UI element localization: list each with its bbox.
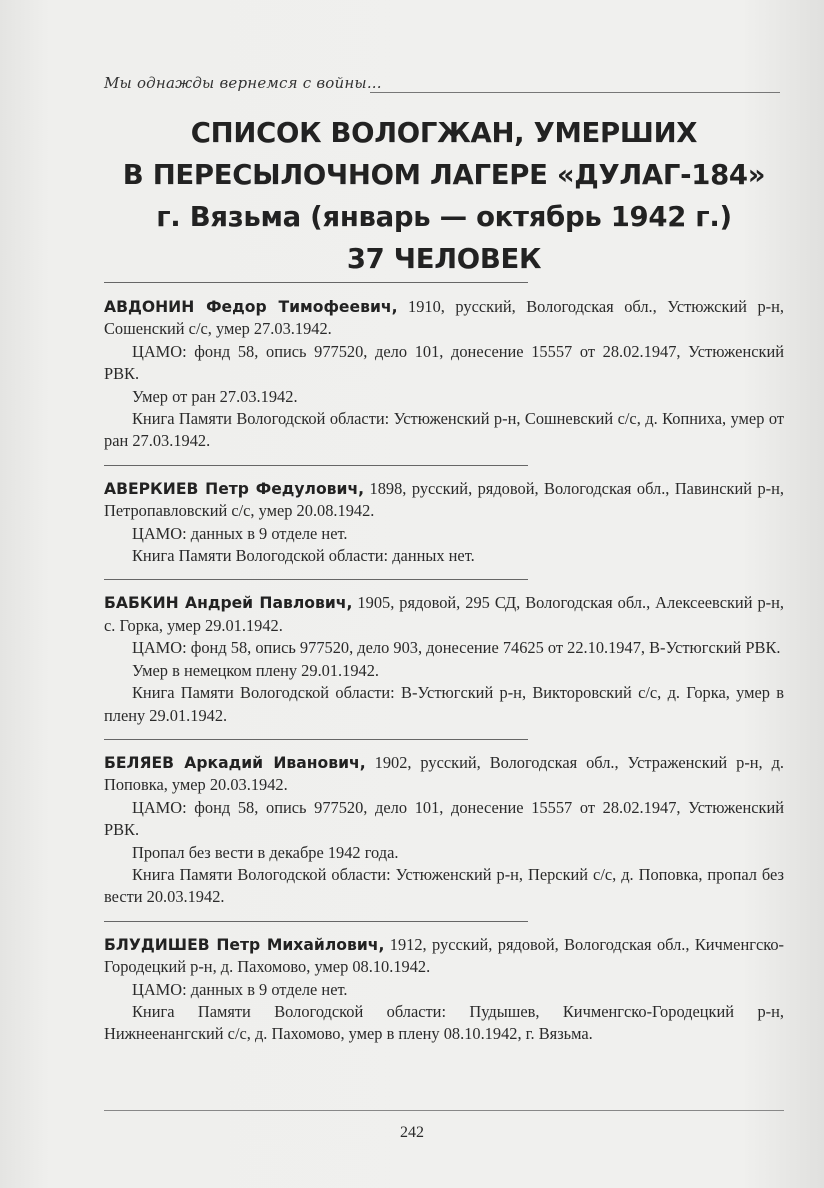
running-head: Мы однажды вернемся с войны... [104, 74, 382, 92]
person-info: 1905, рядовой, 295 СД, Вологодская обл., Алексеевский р-н, с. Горка, умер 29.01.1942. [104, 593, 784, 635]
entry-paragraph: ЦАМО: фонд 58, опись 977520, дело 101, донесение 15557 от 28.02.1947, Устюженский РВК. [104, 797, 784, 840]
entry-paragraph: ЦАМО: данных в 9 отделе нет. [132, 523, 348, 543]
entry-heading [104, 478, 784, 523]
entry-heading [104, 296, 784, 341]
entry [104, 478, 784, 568]
entry-paragraph: Книга Памяти Вологодской области: Устюженский р-н, Сошневский с/с, д. Копниха, умер от ран 27.03.1942. [104, 409, 784, 451]
header-rule [370, 92, 780, 93]
person-name: АВДОНИН Федор Тимофеевич, [104, 298, 398, 316]
entry-paragraph: Книга Памяти Вологодской области: В-Устюгский р-н, Викторовский с/с, д. Горка, умер в плену 29.01.1942. [104, 683, 784, 725]
title-rule [104, 282, 528, 283]
person-name: БАБКИН Андрей Павлович, [104, 594, 353, 613]
title-line: СПИСОК ВОЛОГЖАН, УМЕРШИХ [190, 117, 698, 149]
entry-separator [104, 465, 528, 466]
entry-separator [104, 579, 528, 580]
entry [104, 592, 784, 726]
entry-separator [104, 739, 528, 740]
entry-paragraph: Книга Памяти Вологодской области: Пудышев, Кичменгско-Городецкий р-н, Нижнеенангский с/с, д. Пахомово, умер в плену 08.10.1942, г. Вязьма. [104, 1001, 784, 1044]
person-info: 1910, русский, Вологодская обл., Устюжский р-н, Сошенский с/с, умер 27.03.1942. [104, 297, 784, 339]
person-name: АВЕРКИЕВ Петр Федулович, [104, 479, 365, 498]
entry [104, 934, 784, 1046]
entry-paragraph: ЦАМО: фонд 58, опись 977520, дело 101, донесение 15557 от 28.02.1947, Устюженский РВК. [104, 341, 784, 384]
title-line: г. Вязьма (январь — октябрь 1942 г.) [156, 201, 732, 233]
entry [104, 752, 784, 909]
person-info: 1912, русский, рядовой, Вологодская обл., Кичменгско-Городецкий р-н, д. Пахомово, умер 08.10.1942. [104, 934, 785, 977]
person-info: 1898, русский, рядовой, Вологодская обл., Павинский р-н, Петропавловский с/с, умер 20.08.1942. [104, 478, 784, 521]
entry-heading [104, 934, 784, 979]
entry-paragraph: Пропал без вести в декабре 1942 года. [132, 842, 399, 862]
title-line: В ПЕРЕСЫЛОЧНОМ ЛАГЕРЕ «ДУЛАГ-184» [122, 159, 766, 191]
title-line: 37 ЧЕЛОВЕК [346, 243, 542, 275]
entry-paragraph: Умер в немецком плену 29.01.1942. [132, 660, 380, 680]
entry-paragraph: ЦАМО: фонд 58, опись 977520, дело 903, донесение 74625 от 22.10.1947, В-Устюгский РВК. [132, 638, 781, 658]
entry-paragraph: Книга Памяти Вологодской области: Устюженский р-н, Перский с/с, д. Поповка, пропал без вести 20.03.1942. [104, 864, 784, 907]
entry [104, 296, 784, 453]
entry-paragraph: Книга Памяти Вологодской области: данных нет. [132, 546, 475, 566]
person-name: БЕЛЯЕВ Аркадий Иванович, [104, 753, 366, 772]
person-info: 1902, русский, Вологодская обл., Устраженский р-н, д. Поповка, умер 20.03.1942. [104, 752, 785, 795]
person-name: БЛУДИШЕВ Петр Михайлович, [104, 935, 385, 954]
footer-rule [104, 1110, 784, 1111]
entry-paragraph: ЦАМО: данных в 9 отделе нет. [132, 979, 348, 999]
entry-paragraph: Умер от ран 27.03.1942. [132, 386, 298, 406]
entry-heading [104, 592, 784, 637]
page-number: 242 [400, 1124, 424, 1141]
page-title [104, 112, 784, 280]
entry-list [104, 296, 784, 1046]
entry-separator [104, 921, 528, 922]
entry-heading [104, 752, 784, 797]
